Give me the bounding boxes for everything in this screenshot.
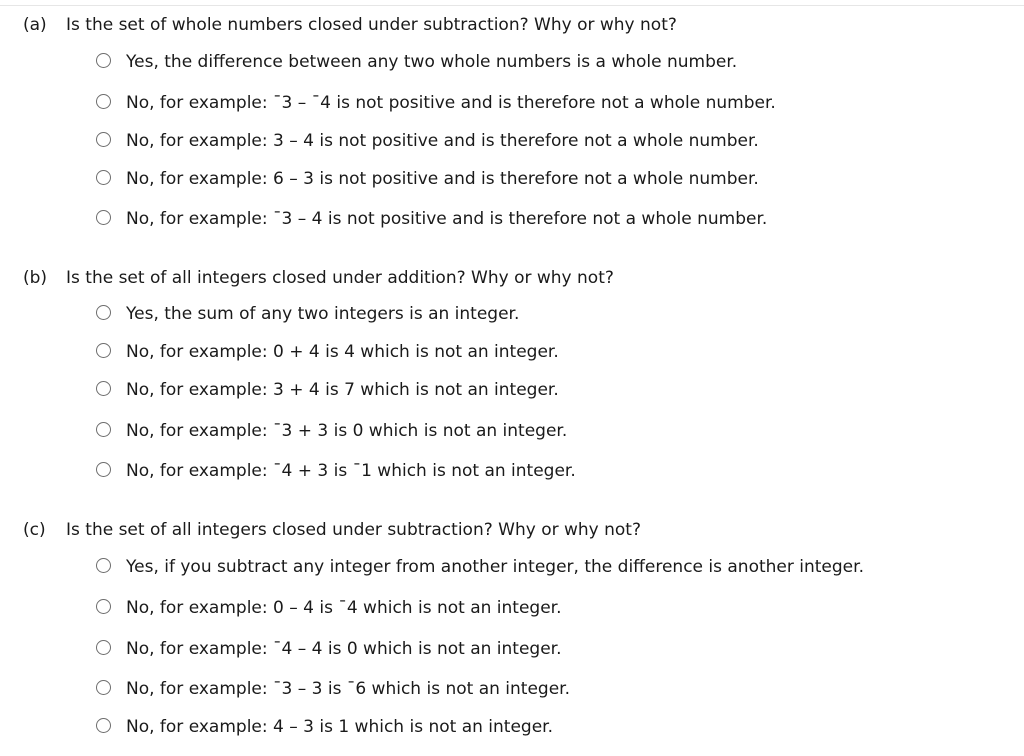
radio-button[interactable] xyxy=(96,599,111,614)
option-label: No, for example: 0 + 4 is 4 which is not an integer. xyxy=(126,342,559,362)
radio-button[interactable] xyxy=(96,305,111,320)
option-label: No, for example: 4 – 3 is 1 which is not an integer. xyxy=(126,717,554,737)
option-label: Yes, if you subtract any integer from another integer, the difference is another integer. xyxy=(126,557,864,577)
radio-button[interactable] xyxy=(96,381,111,396)
radio-button[interactable] xyxy=(96,558,111,573)
question-text: Is the set of all integers closed under addition? Why or why not? xyxy=(66,268,614,288)
question-label: (a) xyxy=(23,15,47,35)
radio-button[interactable] xyxy=(96,132,111,147)
question-text: Is the set of whole numbers closed under subtraction? Why or why not? xyxy=(66,15,677,35)
top-divider xyxy=(0,5,1024,6)
option-label: No, for example: ¯4 – 4 is 0 which is not an integer. xyxy=(126,639,562,659)
radio-button[interactable] xyxy=(96,210,111,225)
option-label: No, for example: ¯3 + 3 is 0 which is not an integer. xyxy=(126,421,568,441)
option-label: No, for example: 3 + 4 is 7 which is not an integer. xyxy=(126,380,559,400)
option-label: No, for example: 0 – 4 is ¯4 which is not an integer. xyxy=(126,598,562,618)
question-text: Is the set of all integers closed under subtraction? Why or why not? xyxy=(66,520,641,540)
option-label: No, for example: 6 – 3 is not positive and is therefore not a whole number. xyxy=(126,169,759,189)
option-label: Yes, the sum of any two integers is an integer. xyxy=(126,304,520,324)
radio-button[interactable] xyxy=(96,94,111,109)
option-label: No, for example: ¯3 – 3 is ¯6 which is not an integer. xyxy=(126,679,571,699)
radio-button[interactable] xyxy=(96,170,111,185)
option-label: No, for example: ¯3 – ¯4 is not positive and is therefore not a whole number. xyxy=(126,93,776,113)
radio-button[interactable] xyxy=(96,343,111,358)
radio-button[interactable] xyxy=(96,680,111,695)
option-label: Yes, the difference between any two whole numbers is a whole number. xyxy=(126,52,738,72)
option-label: No, for example: ¯3 – 4 is not positive and is therefore not a whole number. xyxy=(126,209,768,229)
radio-button[interactable] xyxy=(96,640,111,655)
radio-button[interactable] xyxy=(96,718,111,733)
radio-button[interactable] xyxy=(96,462,111,477)
option-label: No, for example: ¯4 + 3 is ¯1 which is not an integer. xyxy=(126,461,576,481)
option-label: No, for example: 3 – 4 is not positive and is therefore not a whole number. xyxy=(126,131,759,151)
question-label: (c) xyxy=(23,520,46,540)
radio-button[interactable] xyxy=(96,53,111,68)
question-label: (b) xyxy=(23,268,48,288)
radio-button[interactable] xyxy=(96,422,111,437)
